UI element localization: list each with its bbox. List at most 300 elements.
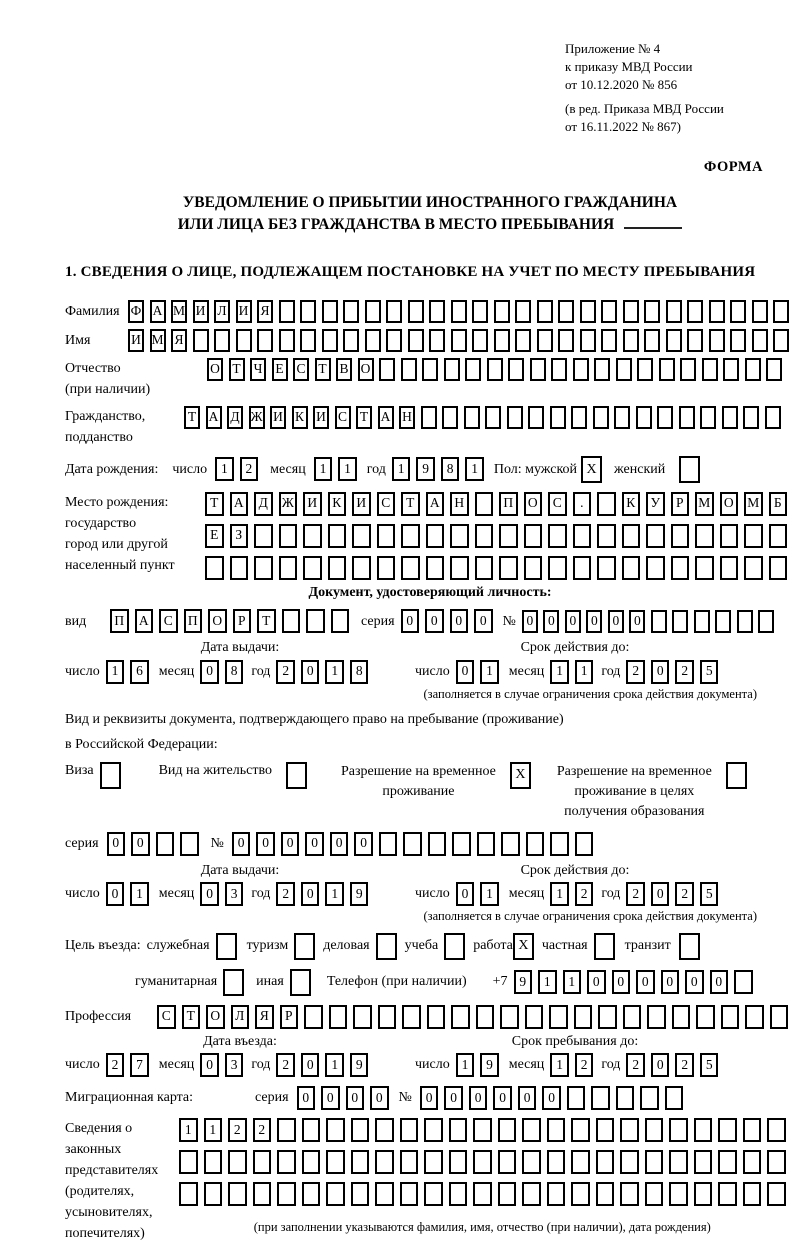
char-cell[interactable]: 0 (281, 832, 300, 856)
birth-month-field[interactable] (314, 457, 357, 481)
char-cell[interactable] (279, 556, 298, 580)
char-cell[interactable] (743, 1182, 762, 1206)
char-cell[interactable] (375, 1118, 394, 1142)
char-cell[interactable] (767, 1118, 786, 1142)
migration-series-field[interactable] (297, 1086, 389, 1110)
visa-checkbox[interactable] (100, 762, 121, 789)
char-cell[interactable]: 2 (626, 882, 645, 906)
char-cell[interactable] (744, 524, 763, 548)
char-cell[interactable] (596, 1150, 615, 1174)
char-cell[interactable] (204, 1150, 223, 1174)
purpose-work-checkbox[interactable] (513, 933, 534, 960)
char-cell[interactable]: А (230, 492, 249, 516)
purpose-official-checkbox[interactable] (216, 933, 237, 960)
char-cell[interactable] (647, 1005, 666, 1029)
char-cell[interactable]: 0 (301, 1053, 320, 1077)
stay-day-field[interactable] (456, 1053, 499, 1077)
char-cell[interactable] (770, 1005, 789, 1029)
char-cell[interactable] (596, 1118, 615, 1142)
char-cell[interactable]: Л (214, 300, 230, 323)
char-cell[interactable]: 1 (325, 660, 344, 684)
char-cell[interactable]: Т (401, 492, 420, 516)
char-cell[interactable] (449, 1150, 468, 1174)
char-cell[interactable] (637, 358, 653, 381)
char-cell[interactable] (537, 329, 553, 352)
char-cell[interactable] (427, 1005, 446, 1029)
char-cell[interactable] (730, 300, 746, 323)
char-cell[interactable]: 0 (629, 610, 645, 633)
char-cell[interactable] (596, 1182, 615, 1206)
char-cell[interactable] (558, 329, 574, 352)
char-cell[interactable] (499, 524, 518, 548)
char-cell[interactable]: О (208, 609, 227, 633)
char-cell[interactable] (444, 933, 465, 960)
char-cell[interactable] (499, 556, 518, 580)
char-cell[interactable]: 0 (518, 1086, 537, 1110)
char-cell[interactable] (715, 610, 731, 633)
char-cell[interactable] (365, 300, 381, 323)
char-cell[interactable]: 0 (565, 610, 581, 633)
char-cell[interactable] (223, 969, 244, 996)
char-cell[interactable]: Я (257, 300, 273, 323)
char-cell[interactable] (451, 1005, 470, 1029)
char-cell[interactable]: Т (182, 1005, 201, 1029)
char-cell[interactable] (205, 556, 224, 580)
char-cell[interactable]: 8 (225, 660, 244, 684)
char-cell[interactable] (228, 1182, 247, 1206)
char-cell[interactable] (498, 1150, 517, 1174)
char-cell[interactable]: Р (671, 492, 690, 516)
char-cell[interactable] (403, 832, 422, 856)
char-cell[interactable] (449, 1118, 468, 1142)
char-cell[interactable] (302, 1118, 321, 1142)
char-cell[interactable] (672, 610, 688, 633)
char-cell[interactable] (597, 492, 616, 516)
char-cell[interactable] (694, 1118, 713, 1142)
char-cell[interactable]: В (336, 358, 352, 381)
entry-year-field[interactable] (276, 1053, 368, 1077)
char-cell[interactable] (571, 1118, 590, 1142)
entry-day-field[interactable] (106, 1053, 149, 1077)
char-cell[interactable]: С (377, 492, 396, 516)
char-cell[interactable] (720, 524, 739, 548)
char-cell[interactable] (230, 556, 249, 580)
representatives-line3[interactable] (179, 1182, 786, 1206)
residence-valid-month-field[interactable] (550, 882, 593, 906)
char-cell[interactable]: 0 (425, 609, 444, 633)
char-cell[interactable] (304, 1005, 323, 1029)
char-cell[interactable] (179, 1150, 198, 1174)
birth-day-field[interactable] (215, 457, 258, 481)
char-cell[interactable]: 2 (575, 1053, 594, 1077)
char-cell[interactable] (472, 329, 488, 352)
char-cell[interactable]: И (128, 329, 144, 352)
char-cell[interactable]: 0 (301, 882, 320, 906)
char-cell[interactable]: М (695, 492, 714, 516)
char-cell[interactable] (550, 406, 566, 429)
char-cell[interactable]: Ж (279, 492, 298, 516)
char-cell[interactable]: 9 (416, 457, 435, 481)
char-cell[interactable]: 0 (305, 832, 324, 856)
char-cell[interactable]: 1 (465, 457, 484, 481)
char-cell[interactable] (616, 1086, 635, 1110)
char-cell[interactable] (645, 1182, 664, 1206)
char-cell[interactable] (743, 406, 759, 429)
char-cell[interactable] (616, 358, 632, 381)
char-cell[interactable] (452, 832, 471, 856)
residence-number-field[interactable] (232, 832, 594, 856)
char-cell[interactable]: Т (257, 609, 276, 633)
char-cell[interactable] (551, 358, 567, 381)
char-cell[interactable] (300, 329, 316, 352)
char-cell[interactable]: 0 (346, 1086, 365, 1110)
char-cell[interactable] (573, 524, 592, 548)
char-cell[interactable]: О (358, 358, 374, 381)
char-cell[interactable] (665, 1086, 684, 1110)
char-cell[interactable]: 0 (493, 1086, 512, 1110)
char-cell[interactable] (290, 969, 311, 996)
purpose-business-checkbox[interactable] (376, 933, 397, 960)
char-cell[interactable]: 1 (392, 457, 411, 481)
char-cell[interactable]: Т (229, 358, 245, 381)
char-cell[interactable] (450, 524, 469, 548)
char-cell[interactable] (402, 1005, 421, 1029)
char-cell[interactable] (594, 358, 610, 381)
char-cell[interactable] (548, 556, 567, 580)
char-cell[interactable] (547, 1150, 566, 1174)
char-cell[interactable] (464, 406, 480, 429)
char-cell[interactable] (550, 832, 569, 856)
char-cell[interactable] (593, 406, 609, 429)
char-cell[interactable] (597, 556, 616, 580)
char-cell[interactable]: 5 (700, 882, 719, 906)
char-cell[interactable] (530, 358, 546, 381)
char-cell[interactable] (477, 832, 496, 856)
stay-month-field[interactable] (550, 1053, 593, 1077)
char-cell[interactable]: 1 (179, 1118, 198, 1142)
char-cell[interactable]: 0 (651, 660, 670, 684)
char-cell[interactable]: 2 (276, 660, 295, 684)
char-cell[interactable] (277, 1182, 296, 1206)
char-cell[interactable] (734, 970, 753, 994)
char-cell[interactable] (377, 524, 396, 548)
char-cell[interactable] (730, 329, 746, 352)
char-cell[interactable] (709, 329, 725, 352)
char-cell[interactable] (180, 832, 199, 856)
char-cell[interactable] (669, 1150, 688, 1174)
char-cell[interactable]: 0 (456, 882, 475, 906)
residence-issue-month-field[interactable] (200, 882, 243, 906)
char-cell[interactable] (620, 1150, 639, 1174)
char-cell[interactable] (679, 406, 695, 429)
char-cell[interactable]: 1 (204, 1118, 223, 1142)
char-cell[interactable] (303, 524, 322, 548)
char-cell[interactable] (343, 329, 359, 352)
char-cell[interactable] (687, 300, 703, 323)
representatives-line1[interactable] (179, 1118, 786, 1142)
surname-field[interactable] (128, 300, 789, 323)
char-cell[interactable] (695, 524, 714, 548)
char-cell[interactable] (640, 1086, 659, 1110)
char-cell[interactable]: С (293, 358, 309, 381)
char-cell[interactable] (507, 406, 523, 429)
char-cell[interactable] (752, 300, 768, 323)
char-cell[interactable]: 0 (456, 660, 475, 684)
char-cell[interactable] (331, 609, 350, 633)
char-cell[interactable] (353, 1005, 372, 1029)
char-cell[interactable] (322, 300, 338, 323)
char-cell[interactable] (424, 1182, 443, 1206)
char-cell[interactable]: 0 (131, 832, 150, 856)
char-cell[interactable]: Т (315, 358, 331, 381)
char-cell[interactable]: 2 (276, 1053, 295, 1077)
char-cell[interactable] (679, 456, 700, 483)
residence-issue-day-field[interactable] (106, 882, 149, 906)
char-cell[interactable]: О (207, 358, 223, 381)
char-cell[interactable] (526, 832, 545, 856)
given-name-field[interactable] (128, 329, 789, 352)
char-cell[interactable]: П (184, 609, 203, 633)
char-cell[interactable] (745, 1005, 764, 1029)
char-cell[interactable]: 1 (550, 660, 569, 684)
char-cell[interactable]: 0 (586, 610, 602, 633)
char-cell[interactable]: 5 (700, 660, 719, 684)
char-cell[interactable] (525, 1005, 544, 1029)
char-cell[interactable] (475, 556, 494, 580)
char-cell[interactable] (442, 406, 458, 429)
char-cell[interactable]: 0 (200, 660, 219, 684)
char-cell[interactable]: 0 (450, 609, 469, 633)
profession-field[interactable] (157, 1005, 788, 1029)
char-cell[interactable] (352, 556, 371, 580)
char-cell[interactable] (720, 556, 739, 580)
char-cell[interactable] (508, 358, 524, 381)
char-cell[interactable] (515, 300, 531, 323)
char-cell[interactable] (424, 1118, 443, 1142)
char-cell[interactable] (351, 1182, 370, 1206)
purpose-tourism-checkbox[interactable] (294, 933, 315, 960)
char-cell[interactable] (386, 300, 402, 323)
char-cell[interactable]: 0 (522, 610, 538, 633)
char-cell[interactable]: 0 (420, 1086, 439, 1110)
char-cell[interactable]: Р (233, 609, 252, 633)
birth-year-field[interactable] (392, 457, 484, 481)
char-cell[interactable] (666, 329, 682, 352)
char-cell[interactable]: А (378, 406, 394, 429)
char-cell[interactable]: 0 (651, 1053, 670, 1077)
char-cell[interactable]: 0 (232, 832, 251, 856)
char-cell[interactable] (193, 329, 209, 352)
char-cell[interactable] (326, 1150, 345, 1174)
char-cell[interactable] (400, 1118, 419, 1142)
char-cell[interactable] (408, 329, 424, 352)
char-cell[interactable] (277, 1150, 296, 1174)
char-cell[interactable] (424, 1150, 443, 1174)
char-cell[interactable] (228, 1150, 247, 1174)
char-cell[interactable] (473, 1150, 492, 1174)
char-cell[interactable] (400, 1182, 419, 1206)
representatives-line2[interactable] (179, 1150, 786, 1174)
residence-issue-year-field[interactable] (276, 882, 368, 906)
char-cell[interactable]: С (548, 492, 567, 516)
char-cell[interactable] (549, 1005, 568, 1029)
char-cell[interactable] (718, 1118, 737, 1142)
valid-year-field[interactable] (626, 660, 718, 684)
entry-month-field[interactable] (200, 1053, 243, 1077)
char-cell[interactable] (636, 406, 652, 429)
char-cell[interactable] (614, 406, 630, 429)
char-cell[interactable] (601, 300, 617, 323)
char-cell[interactable] (694, 1182, 713, 1206)
char-cell[interactable]: А (426, 492, 445, 516)
char-cell[interactable] (100, 762, 121, 789)
char-cell[interactable]: 2 (575, 882, 594, 906)
char-cell[interactable]: А (135, 609, 154, 633)
char-cell[interactable] (401, 556, 420, 580)
char-cell[interactable]: 2 (240, 457, 259, 481)
char-cell[interactable]: К (622, 492, 641, 516)
char-cell[interactable] (465, 358, 481, 381)
char-cell[interactable] (767, 1150, 786, 1174)
char-cell[interactable]: 0 (587, 970, 606, 994)
char-cell[interactable] (429, 329, 445, 352)
char-cell[interactable] (286, 762, 307, 789)
residence-permit-checkbox[interactable] (286, 762, 307, 789)
issue-year-field[interactable] (276, 660, 368, 684)
valid-day-field[interactable] (456, 660, 499, 684)
char-cell[interactable] (721, 1005, 740, 1029)
char-cell[interactable] (236, 329, 252, 352)
char-cell[interactable] (694, 1150, 713, 1174)
char-cell[interactable] (400, 1150, 419, 1174)
char-cell[interactable] (671, 556, 690, 580)
char-cell[interactable]: Ж (249, 406, 265, 429)
char-cell[interactable] (766, 358, 782, 381)
char-cell[interactable]: 0 (469, 1086, 488, 1110)
char-cell[interactable] (622, 524, 641, 548)
char-cell[interactable] (494, 329, 510, 352)
char-cell[interactable] (282, 609, 301, 633)
char-cell[interactable] (528, 406, 544, 429)
char-cell[interactable]: 0 (106, 882, 125, 906)
char-cell[interactable]: 1 (314, 457, 333, 481)
char-cell[interactable] (537, 300, 553, 323)
char-cell[interactable]: 0 (256, 832, 275, 856)
char-cell[interactable] (306, 609, 325, 633)
char-cell[interactable] (695, 556, 714, 580)
char-cell[interactable] (709, 300, 725, 323)
char-cell[interactable]: . (573, 492, 592, 516)
char-cell[interactable]: 0 (321, 1086, 340, 1110)
char-cell[interactable]: К (292, 406, 308, 429)
char-cell[interactable] (277, 1118, 296, 1142)
char-cell[interactable]: Н (399, 406, 415, 429)
char-cell[interactable] (279, 329, 295, 352)
char-cell[interactable]: О (206, 1005, 225, 1029)
char-cell[interactable] (254, 556, 273, 580)
char-cell[interactable]: 2 (253, 1118, 272, 1142)
char-cell[interactable] (623, 1005, 642, 1029)
char-cell[interactable] (669, 1118, 688, 1142)
char-cell[interactable] (179, 1182, 198, 1206)
char-cell[interactable] (644, 300, 660, 323)
char-cell[interactable] (487, 358, 503, 381)
char-cell[interactable] (485, 406, 501, 429)
char-cell[interactable] (623, 300, 639, 323)
char-cell[interactable]: 2 (675, 660, 694, 684)
char-cell[interactable] (623, 329, 639, 352)
female-checkbox[interactable] (679, 456, 700, 483)
migration-number-field[interactable] (420, 1086, 684, 1110)
residence-series-field[interactable] (107, 832, 199, 856)
char-cell[interactable] (421, 406, 437, 429)
char-cell[interactable] (743, 1118, 762, 1142)
char-cell[interactable] (444, 358, 460, 381)
char-cell[interactable] (408, 300, 424, 323)
char-cell[interactable]: 2 (626, 660, 645, 684)
char-cell[interactable] (475, 524, 494, 548)
char-cell[interactable]: З (230, 524, 249, 548)
char-cell[interactable] (622, 556, 641, 580)
char-cell[interactable] (524, 556, 543, 580)
char-cell[interactable]: 0 (608, 610, 624, 633)
temp-residence-checkbox[interactable] (510, 762, 531, 789)
char-cell[interactable]: 2 (228, 1118, 247, 1142)
char-cell[interactable]: 0 (301, 660, 320, 684)
char-cell[interactable] (567, 1086, 586, 1110)
char-cell[interactable] (644, 329, 660, 352)
char-cell[interactable]: П (110, 609, 129, 633)
char-cell[interactable]: 0 (474, 609, 493, 633)
char-cell[interactable] (498, 1182, 517, 1206)
char-cell[interactable]: 0 (444, 1086, 463, 1110)
char-cell[interactable] (696, 1005, 715, 1029)
char-cell[interactable]: 1 (338, 457, 357, 481)
char-cell[interactable]: Е (272, 358, 288, 381)
char-cell[interactable] (379, 832, 398, 856)
char-cell[interactable]: С (157, 1005, 176, 1029)
char-cell[interactable]: 0 (107, 832, 126, 856)
char-cell[interactable] (620, 1182, 639, 1206)
char-cell[interactable] (773, 300, 789, 323)
char-cell[interactable]: Я (171, 329, 187, 352)
char-cell[interactable] (279, 300, 295, 323)
char-cell[interactable] (694, 610, 710, 633)
char-cell[interactable]: 1 (538, 970, 557, 994)
char-cell[interactable]: 1 (480, 660, 499, 684)
char-cell[interactable] (426, 556, 445, 580)
char-cell[interactable]: У (646, 492, 665, 516)
char-cell[interactable] (548, 524, 567, 548)
char-cell[interactable]: Т (184, 406, 200, 429)
char-cell[interactable] (723, 358, 739, 381)
char-cell[interactable]: 1 (130, 882, 149, 906)
char-cell[interactable] (279, 524, 298, 548)
char-cell[interactable]: 0 (651, 882, 670, 906)
char-cell[interactable] (522, 1118, 541, 1142)
char-cell[interactable]: 8 (441, 457, 460, 481)
char-cell[interactable] (426, 524, 445, 548)
char-cell[interactable] (451, 300, 467, 323)
char-cell[interactable]: 2 (276, 882, 295, 906)
char-cell[interactable]: Д (227, 406, 243, 429)
char-cell[interactable]: 1 (325, 882, 344, 906)
char-cell[interactable]: И (313, 406, 329, 429)
char-cell[interactable] (522, 1182, 541, 1206)
char-cell[interactable]: 2 (626, 1053, 645, 1077)
purpose-humanitarian-checkbox[interactable] (223, 969, 244, 996)
char-cell[interactable]: 9 (514, 970, 533, 994)
